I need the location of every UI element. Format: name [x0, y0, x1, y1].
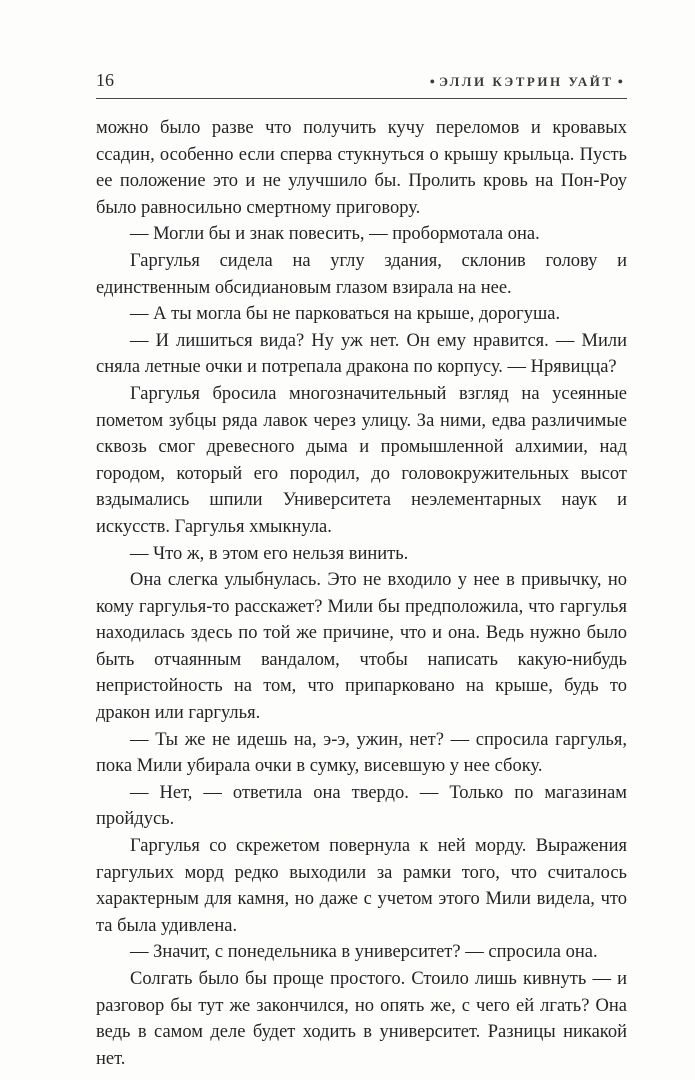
- paragraph: — Ты же не идешь на, э-э, ужин, нет? — спросила гаргулья, пока Мили убирала очки в сумку, висевшую у нее сбоку.: [96, 729, 627, 777]
- paragraph: — Нет, — ответила она твердо. — Только по магазинам пройдусь.: [96, 782, 627, 830]
- paragraph: — Что ж, в этом его нельзя винить.: [130, 543, 409, 564]
- running-title: [426, 74, 627, 90]
- page-number: 16: [96, 70, 114, 90]
- paragraph: — А ты могла бы не парковаться на крыше, дорогуша.: [130, 304, 561, 325]
- paragraph: — И лишиться вида? Ну уж нет. Он ему нравится. — Мили сняла летные очки и потрепала дракона по корпусу. — Нрявицца?: [96, 330, 627, 378]
- paragraph: — Могли бы и знак повесить, — пробормотала она.: [130, 224, 540, 245]
- paragraph: Солгать было бы проще простого. Стоило лишь кивнуть — и разговор бы тут же закончился, но опять же, с чего ей лгать? Она ведь в самом деле будет ходить в университет. Разницы никакой нет.: [96, 969, 627, 1069]
- book-text: [96, 115, 627, 1072]
- paragraph: Гаргулья сидела на углу здания, склонив голову и единственным обсидиановым глазом взирала на нее.: [96, 250, 627, 298]
- bullet-icon: ●: [617, 76, 623, 86]
- paragraph: Гаргулья бросила многозначительный взгляд на усеянные пометом зубцы ряда лавок через улицу. За ними, едва различимые сквозь смог древесного дыма и промышленной алхимии, над городом, который его породил, до головокружительных высот вздымались шпили Университета неэлементарных наук и искусств. Гаргулья хмыкнула.: [96, 383, 627, 537]
- paragraph: можно было разве что получить кучу переломов и кровавых ссадин, особенно если сперва стукнуться о крышу крыльца. Пусть ее положение это и не улучшило бы. Пролить кровь на Пон-Роу было равносильно смертному приговору.: [96, 118, 627, 218]
- paragraph: Она слегка улыбнулась. Это не входило у нее в привычку, но кому гаргулья-то расскажет? Мили бы предположила, что гаргулья находилась здесь по той же причине, что и она. Ведь нужно было быть отчаянным вандалом, чтобы написать какую-нибудь непристойность на том, что припарковано на крыше, будь то дракон или гаргулья.: [96, 570, 627, 724]
- running-title-text: ЭЛЛИ КЭТРИН УАЙТ: [439, 74, 614, 89]
- paragraph: Гаргулья со скрежетом повернула к ней морду. Выражения гаргульих морд редко выходили за рамки того, что считалось характерным для камня, но даже с учетом этого Мили видела, что та была удивлена.: [96, 836, 627, 936]
- bullet-icon: ●: [429, 76, 436, 86]
- paragraph: — Значит, с понедельника в университет? — спросила она.: [130, 942, 598, 963]
- running-head: [96, 70, 627, 99]
